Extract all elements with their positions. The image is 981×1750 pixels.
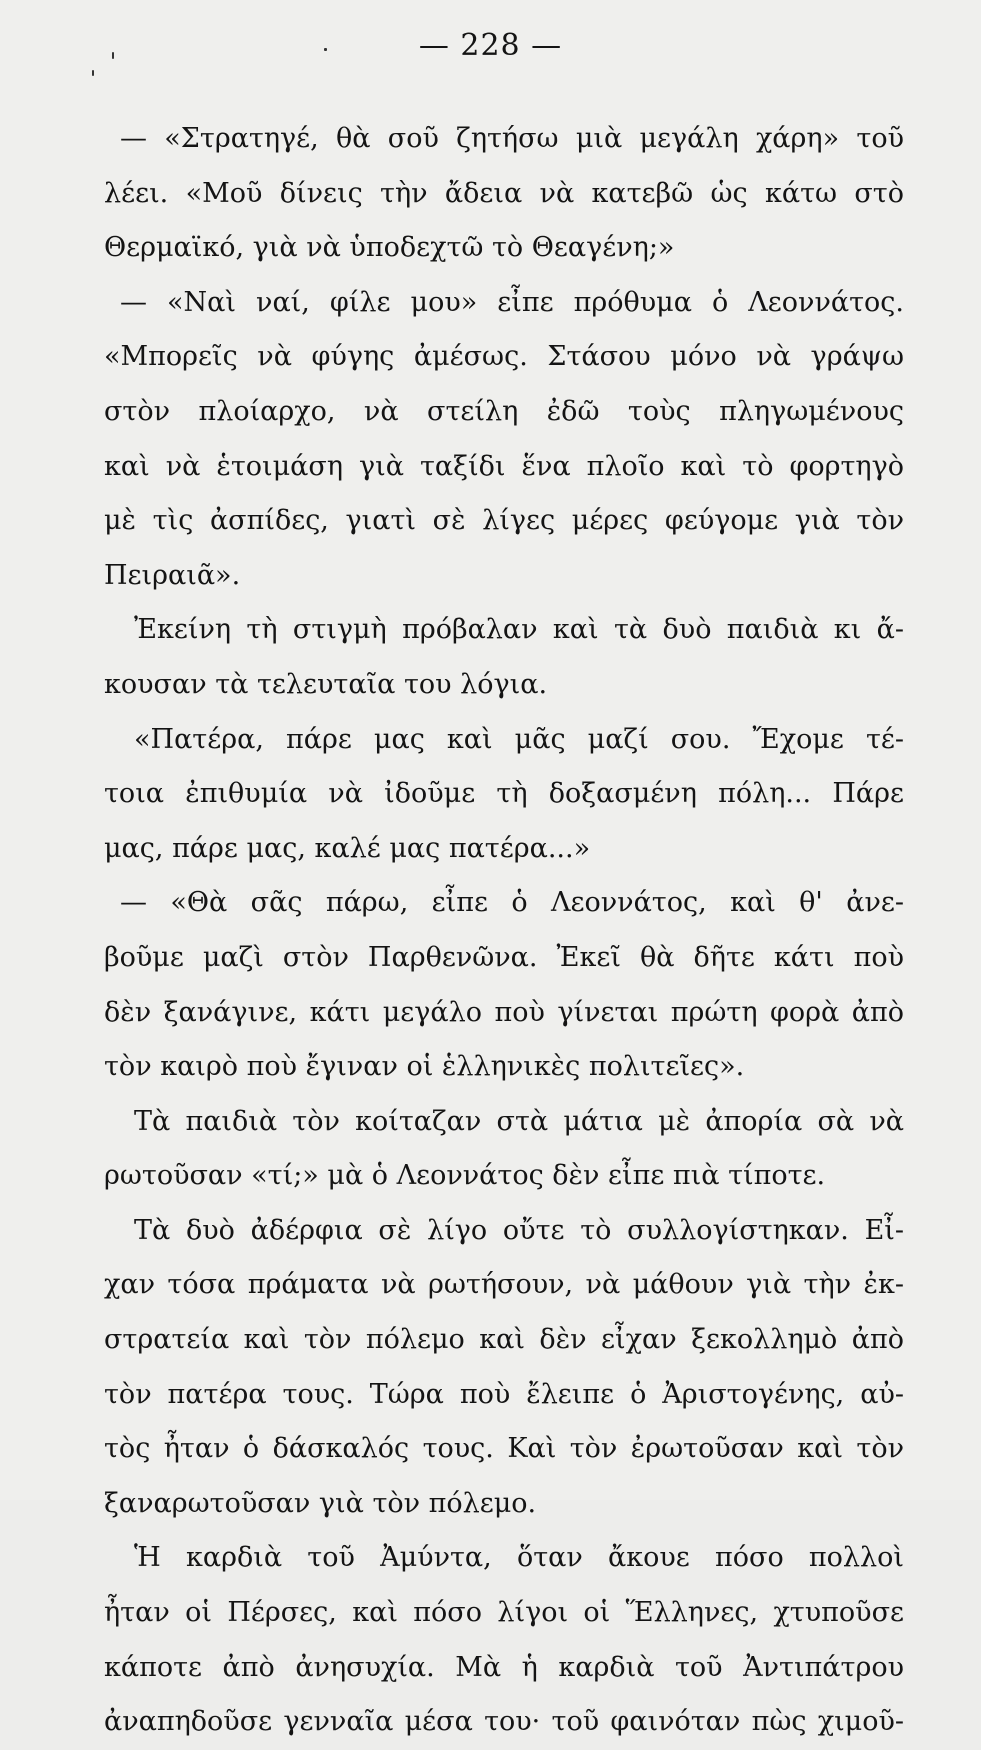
- text-line: δὲν ξανάγινε, κάτι μεγάλο ποὺ γίνεται πρώτη φορὰ ἀπὸ: [104, 996, 904, 1028]
- text-line: — «Ναὶ ναί, φίλε μου» εἶπε πρόθυμα ὁ Λεοννάτος.: [120, 286, 904, 318]
- body-text: [104, 112, 904, 1750]
- text-line: ρωτοῦσαν «τί;» μὰ ὁ Λεοννάτος δὲν εἶπε πιὰ τίποτε.: [104, 1160, 826, 1192]
- text-line: τοια ἐπιθυμία νὰ ἰδοῦμε τὴ δοξασμένη πόλη... Πάρε: [104, 778, 904, 810]
- text-line: κάποτε ἀπὸ ἀνησυχία. Μὰ ἡ καρδιὰ τοῦ Ἀντιπάτρου: [104, 1651, 904, 1683]
- text-line: — «Στρατηγέ, θὰ σοῦ ζητήσω μιὰ μεγάλη χάρη» τοῦ: [120, 123, 904, 154]
- text-line: Τὰ δυὸ ἀδέρφια σὲ λίγο οὔτε τὸ συλλογίστηκαν. Εἶ-: [134, 1214, 904, 1246]
- text-line: μὲ τὶς ἀσπίδες, γιατὶ σὲ λίγες μέρες φεύγομε γιὰ τὸν: [104, 505, 904, 537]
- text-line: λέει. «Μοῦ δίνεις τὴν ἄδεια νὰ κατεβῶ ὡς κάτω στὸ: [104, 177, 904, 209]
- text-line: «Μπορεῖς νὰ φύγης ἀμέσως. Στάσου μόνο νὰ γράψω: [104, 341, 904, 373]
- text-line: ἦταν οἱ Πέρσες, καὶ πόσο λίγοι οἱ Ἕλληνες, χτυποῦσε: [104, 1597, 904, 1629]
- text-line: τὸν καιρὸ ποὺ ἔγιναν οἱ ἑλληνικὲς πολιτεῖες».: [104, 1051, 745, 1083]
- page-number: — 228 —: [418, 28, 563, 63]
- text-line: τὸν πατέρα τους. Τώρα ποὺ ἔλειπε ὁ Ἀριστογένης, αὐ-: [104, 1378, 904, 1410]
- text-line: χαν τόσα πράματα νὰ ρωτήσουν, νὰ μάθουν γιὰ τὴν ἐκ-: [104, 1269, 904, 1301]
- text-line: Τὰ παιδιὰ τὸν κοίταζαν στὰ μάτια μὲ ἀπορία σὰ νὰ: [134, 1105, 904, 1137]
- text-line: — «Θὰ σᾶς πάρω, εἶπε ὁ Λεοννάτος, καὶ θ' ἀνε-: [120, 887, 904, 919]
- text-line: Θερμαϊκό, γιὰ νὰ ὑποδεχτῶ τὸ Θεαγένη;»: [104, 232, 675, 264]
- text-line: βοῦμε μαζὶ στὸν Παρθενῶνα. Ἐκεῖ θὰ δῆτε κάτι ποὺ: [104, 941, 904, 973]
- text-line: στρατεία καὶ τὸν πόλεμο καὶ δὲν εἶχαν ξεκολλημὸ ἀπὸ: [104, 1324, 904, 1356]
- text-line: μας, πάρε μας, καλέ μας πατέρα...»: [104, 832, 591, 864]
- text-line: ἀναπηδοῦσε γενναῖα μέσα του· τοῦ φαινόταν πὼς χιμοῦ-: [104, 1706, 904, 1738]
- text-line: καὶ νὰ ἑτοιμάση γιὰ ταξίδι ἕνα πλοῖο καὶ τὸ φορτηγὸ: [104, 450, 904, 482]
- text-line: Ἐκείνη τὴ στιγμὴ πρόβαλαν καὶ τὰ δυὸ παιδιὰ κι ἄ-: [134, 614, 904, 646]
- text-line: Ἡ καρδιὰ τοῦ Ἀμύντα, ὅταν ἄκουε πόσο πολλοὶ: [134, 1542, 904, 1574]
- text-line: τὸς ἦταν ὁ δάσκαλός τους. Καὶ τὸν ἐρωτοῦσαν καὶ τὸν: [104, 1433, 904, 1465]
- text-line: Πειραιᾶ».: [104, 559, 241, 591]
- text-line: «Πατέρα, πάρε μας καὶ μᾶς μαζί σου. Ἔχομε τέ-: [134, 723, 904, 755]
- text-line: ξαναρωτοῦσαν γιὰ τὸν πόλεμο.: [104, 1487, 537, 1519]
- text-line: κουσαν τὰ τελευταῖα του λόγια.: [104, 668, 548, 700]
- text-line: στὸν πλοίαρχο, νὰ στείλη ἐδῶ τοὺς πληγωμένους: [104, 395, 904, 427]
